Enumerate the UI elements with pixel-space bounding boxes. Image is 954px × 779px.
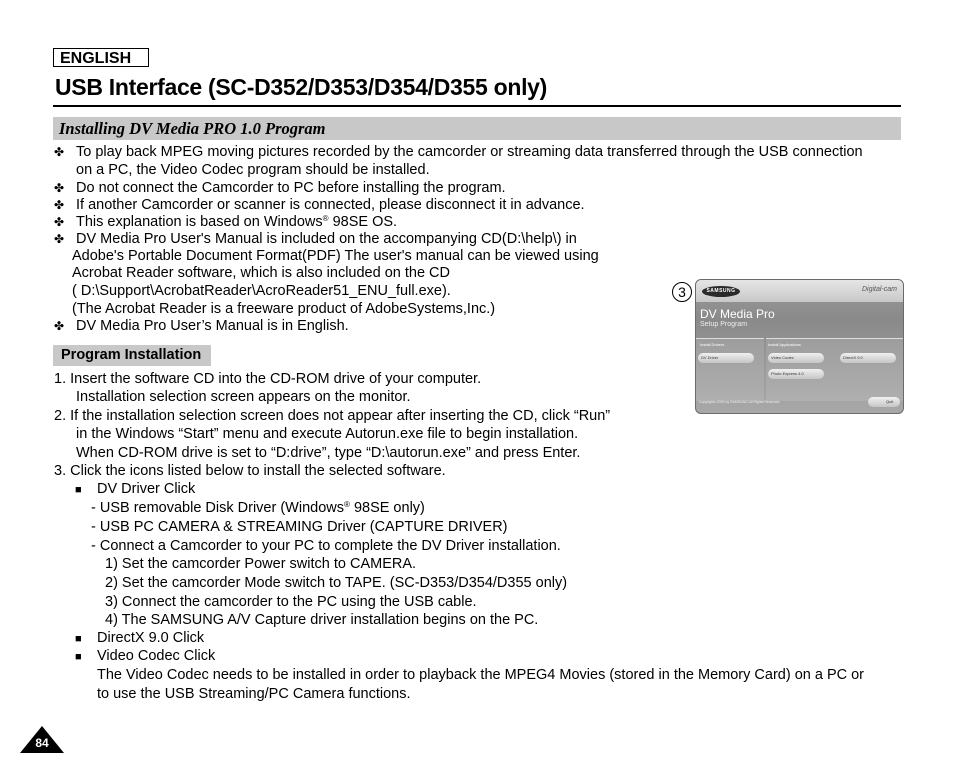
video-codec-button[interactable]: Video Codec xyxy=(768,353,824,363)
note-6: DV Media Pro User’s Manual is in English. xyxy=(76,318,349,334)
note-5c: Acrobat Reader software, which is also included on the CD xyxy=(72,265,450,281)
registered-mark: ® xyxy=(322,214,329,223)
digital-cam-logo: Digital-cam xyxy=(861,286,897,293)
step-2b: in the Windows “Start” menu and execute Autorun.exe file to begin installation. xyxy=(76,426,579,442)
bullet-icon: ✤ xyxy=(54,319,65,333)
step-1a: 1. Insert the software CD into the CD-ROM drive of your computer. xyxy=(54,371,482,387)
page-title: USB Interface (SC-D352/D353/D354/D355 only) xyxy=(55,74,548,100)
quit-button[interactable]: Quit xyxy=(868,397,900,407)
registered-mark: ® xyxy=(344,500,350,509)
note-5b: Adobe's Portable Document Format(PDF) The user's manual can be viewed using xyxy=(72,248,599,264)
note-3: If another Camcorder or scanner is connected, please disconnect it in advance. xyxy=(76,197,585,213)
step-1b: Installation selection screen appears on the monitor. xyxy=(76,389,411,405)
step-2a: 2. If the installation selection screen does not appear after inserting the CD, click “Run” xyxy=(54,408,611,424)
bullet-icon: ✤ xyxy=(54,198,65,212)
copyright-text: Copyrights 2003 by SAMSUNG All Rights Reserved. xyxy=(699,400,781,404)
section-title: Installing DV Media PRO 1.0 Program xyxy=(59,119,326,138)
note-4b: 98SE OS. xyxy=(332,214,398,230)
dv-driver-button[interactable]: DV Driver xyxy=(698,353,754,363)
bullet-icon: ✤ xyxy=(54,181,65,195)
app-title: DV Media Pro xyxy=(700,307,775,321)
note-4a: This explanation is based on Windows xyxy=(76,214,323,230)
dv-driver-detail-1a: - USB removable Disk Driver (Windows xyxy=(91,500,344,516)
note-5e: (The Acrobat Reader is a freeware product of AdobeSystems,Inc.) xyxy=(72,301,496,317)
note-1a: To play back MPEG moving pictures recorded by the camcorder or streaming data transferred through the USB connection xyxy=(76,144,863,160)
program-installation-heading: Program Installation xyxy=(61,347,202,363)
note-1b: on a PC, the Video Codec program should be installed. xyxy=(76,162,430,178)
bullet-icon: ✤ xyxy=(54,215,65,229)
directx-button[interactable]: DirectX 9.0 xyxy=(840,353,896,363)
photo-express-button[interactable]: Photo Express 4.0 xyxy=(768,369,824,379)
note-2: Do not connect the Camcorder to PC before installing the program. xyxy=(76,180,506,196)
dv-driver-item: DV Driver Click xyxy=(97,481,196,497)
connect-step-2: 2) Set the camcorder Mode switch to TAPE. (SC-D353/D354/D355 only) xyxy=(105,575,568,591)
note-4 xyxy=(76,213,397,231)
connect-step-3: 3) Connect the camcorder to the PC using the USB cable. xyxy=(105,594,477,610)
note-5a: DV Media Pro User's Manual is included on the accompanying CD(D:\help\) in xyxy=(76,231,577,247)
setup-program-screenshot xyxy=(695,279,904,414)
video-codec-detail-a: The Video Codec needs to be installed in order to playback the MPEG4 Movies (stored in the Memory Card) on a PC or xyxy=(97,667,865,683)
dv-driver-detail-1 xyxy=(91,499,425,517)
note-5d: ( D:\Support\AcrobatReader\AcroReader51_ENU_full.exe). xyxy=(72,283,451,299)
install-apps-label: Install Applications xyxy=(768,342,801,347)
connect-step-1: 1) Set the camcorder Power switch to CAMERA. xyxy=(105,556,417,572)
square-bullet-icon: ■ xyxy=(75,633,82,645)
bullet-icon: ✤ xyxy=(54,232,65,246)
video-codec-item: Video Codec Click xyxy=(97,648,216,664)
step-number-badge: 3 xyxy=(672,282,692,302)
dv-driver-detail-1b: 98SE only) xyxy=(353,500,425,516)
dv-driver-detail-2: - USB PC CAMERA & STREAMING Driver (CAPTURE DRIVER) xyxy=(91,519,508,535)
connect-step-4: 4) The SAMSUNG A/V Capture driver installation begins on the PC. xyxy=(105,612,539,628)
square-bullet-icon: ■ xyxy=(75,484,82,496)
samsung-logo: SAMSUNG xyxy=(702,286,740,297)
step-2c: When CD-ROM drive is set to “D:drive”, type “D:\autorun.exe” and press Enter. xyxy=(76,445,581,461)
drivers-panel xyxy=(696,338,764,401)
bullet-icon: ✤ xyxy=(54,145,65,159)
language-label: ENGLISH xyxy=(53,48,149,67)
step-3: 3. Click the icons listed below to install the selected software. xyxy=(54,463,446,479)
install-drivers-label: Install Drivers xyxy=(700,342,725,347)
dv-driver-detail-3: - Connect a Camcorder to your PC to complete the DV Driver installation. xyxy=(91,538,561,554)
square-bullet-icon: ■ xyxy=(75,651,82,663)
directx-item: DirectX 9.0 Click xyxy=(97,630,205,646)
page-number: 84 xyxy=(35,736,49,750)
title-divider xyxy=(53,105,901,107)
app-subtitle: Setup Program xyxy=(700,321,748,328)
video-codec-detail-b: to use the USB Streaming/PC Camera functions. xyxy=(97,686,411,702)
